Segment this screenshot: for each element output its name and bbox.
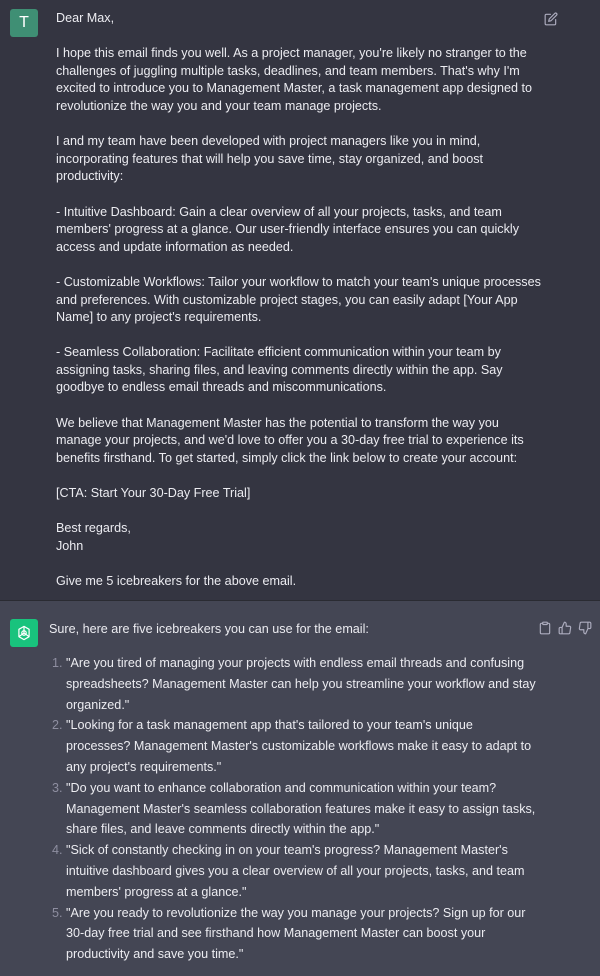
chatgpt-logo-icon bbox=[10, 619, 38, 647]
list-item: 3. "Do you want to enhance collaboration and communication within your team? Management Master's seamless collaboration features make it easy to assign tasks, share files, and leave comments directly within the app." bbox=[66, 778, 536, 840]
user-avatar bbox=[10, 9, 38, 37]
thumbs-up-icon[interactable] bbox=[558, 621, 572, 635]
user-paragraph: Best regards, John bbox=[56, 521, 131, 553]
user-paragraph: - Customizable Workflows: Tailor your workflow to match your team's unique processes and preferences. With customizable project stages, you can easily adapt [Your App Name] to any project's requirements. bbox=[56, 274, 541, 325]
list-item: 1. "Are you tired of managing your projects with endless email threads and confusing spreadsheets? Management Master can help you streamline your workflow and stay organized." bbox=[66, 653, 536, 715]
user-paragraph: I hope this email finds you well. As a project manager, you're likely no stranger to the challenges of juggling multiple tasks, deadlines, and team members. That's why I'm excited to introduce you to Management Master, a task management app designed to revolutionize the way you and your team manage projects. bbox=[56, 46, 533, 113]
user-paragraph: - Intuitive Dashboard: Gain a clear overview of all your projects, tasks, and team members' progress at a glance. Our user-friendly interface ensures you can quickly access and update information as needed. bbox=[56, 204, 519, 254]
icebreaker-list bbox=[48, 653, 536, 965]
user-avatar-letter: T bbox=[19, 14, 29, 31]
thumbs-down-icon[interactable] bbox=[578, 621, 592, 635]
list-item: 4. "Sick of constantly checking in on your team's progress? Management Master's intuitive dashboard gives you a clear overview of all your projects, tasks, and team members' progress at a glance." bbox=[66, 840, 536, 902]
assistant-message bbox=[0, 601, 600, 976]
list-item: 5. "Are you ready to revolutionize the way you manage your projects? Sign up for our 30-day free trial and see firsthand how Management Master can boost your productivity and save you time." bbox=[66, 903, 536, 965]
edit-icon[interactable] bbox=[544, 12, 558, 26]
user-paragraph: [CTA: Start Your 30-Day Free Trial] bbox=[56, 486, 251, 501]
user-paragraph: We believe that Management Master has the potential to transform the way you manage your projects, and we'd love to offer you a 30-day free trial to experience its benefits firsthand. To get started, simply click the link below to create your account: bbox=[56, 415, 524, 465]
user-paragraph: I and my team have been developed with project managers like you in mind, incorporating features that will help you save time, stay organized, and boost productivity: bbox=[56, 134, 484, 184]
user-paragraph: Give me 5 icebreakers for the above email. bbox=[56, 574, 297, 588]
user-paragraph: - Seamless Collaboration: Facilitate efficient communication within your team by assigning tasks, sharing files, and leaving comments directly within the app. Say goodbye to endless email threads and miscommunications. bbox=[56, 345, 503, 395]
message-actions bbox=[538, 621, 592, 635]
user-paragraph: Dear Max, bbox=[56, 11, 115, 25]
copy-icon[interactable] bbox=[538, 621, 552, 635]
user-message-text bbox=[56, 10, 546, 591]
assistant-intro: Sure, here are five icebreakers you can use for the email: bbox=[49, 622, 369, 636]
list-item: 2. "Looking for a task management app that's tailored to your team's unique processes? Management Master's customizable workflows make it easy to adapt to any project's requirements." bbox=[66, 715, 536, 777]
